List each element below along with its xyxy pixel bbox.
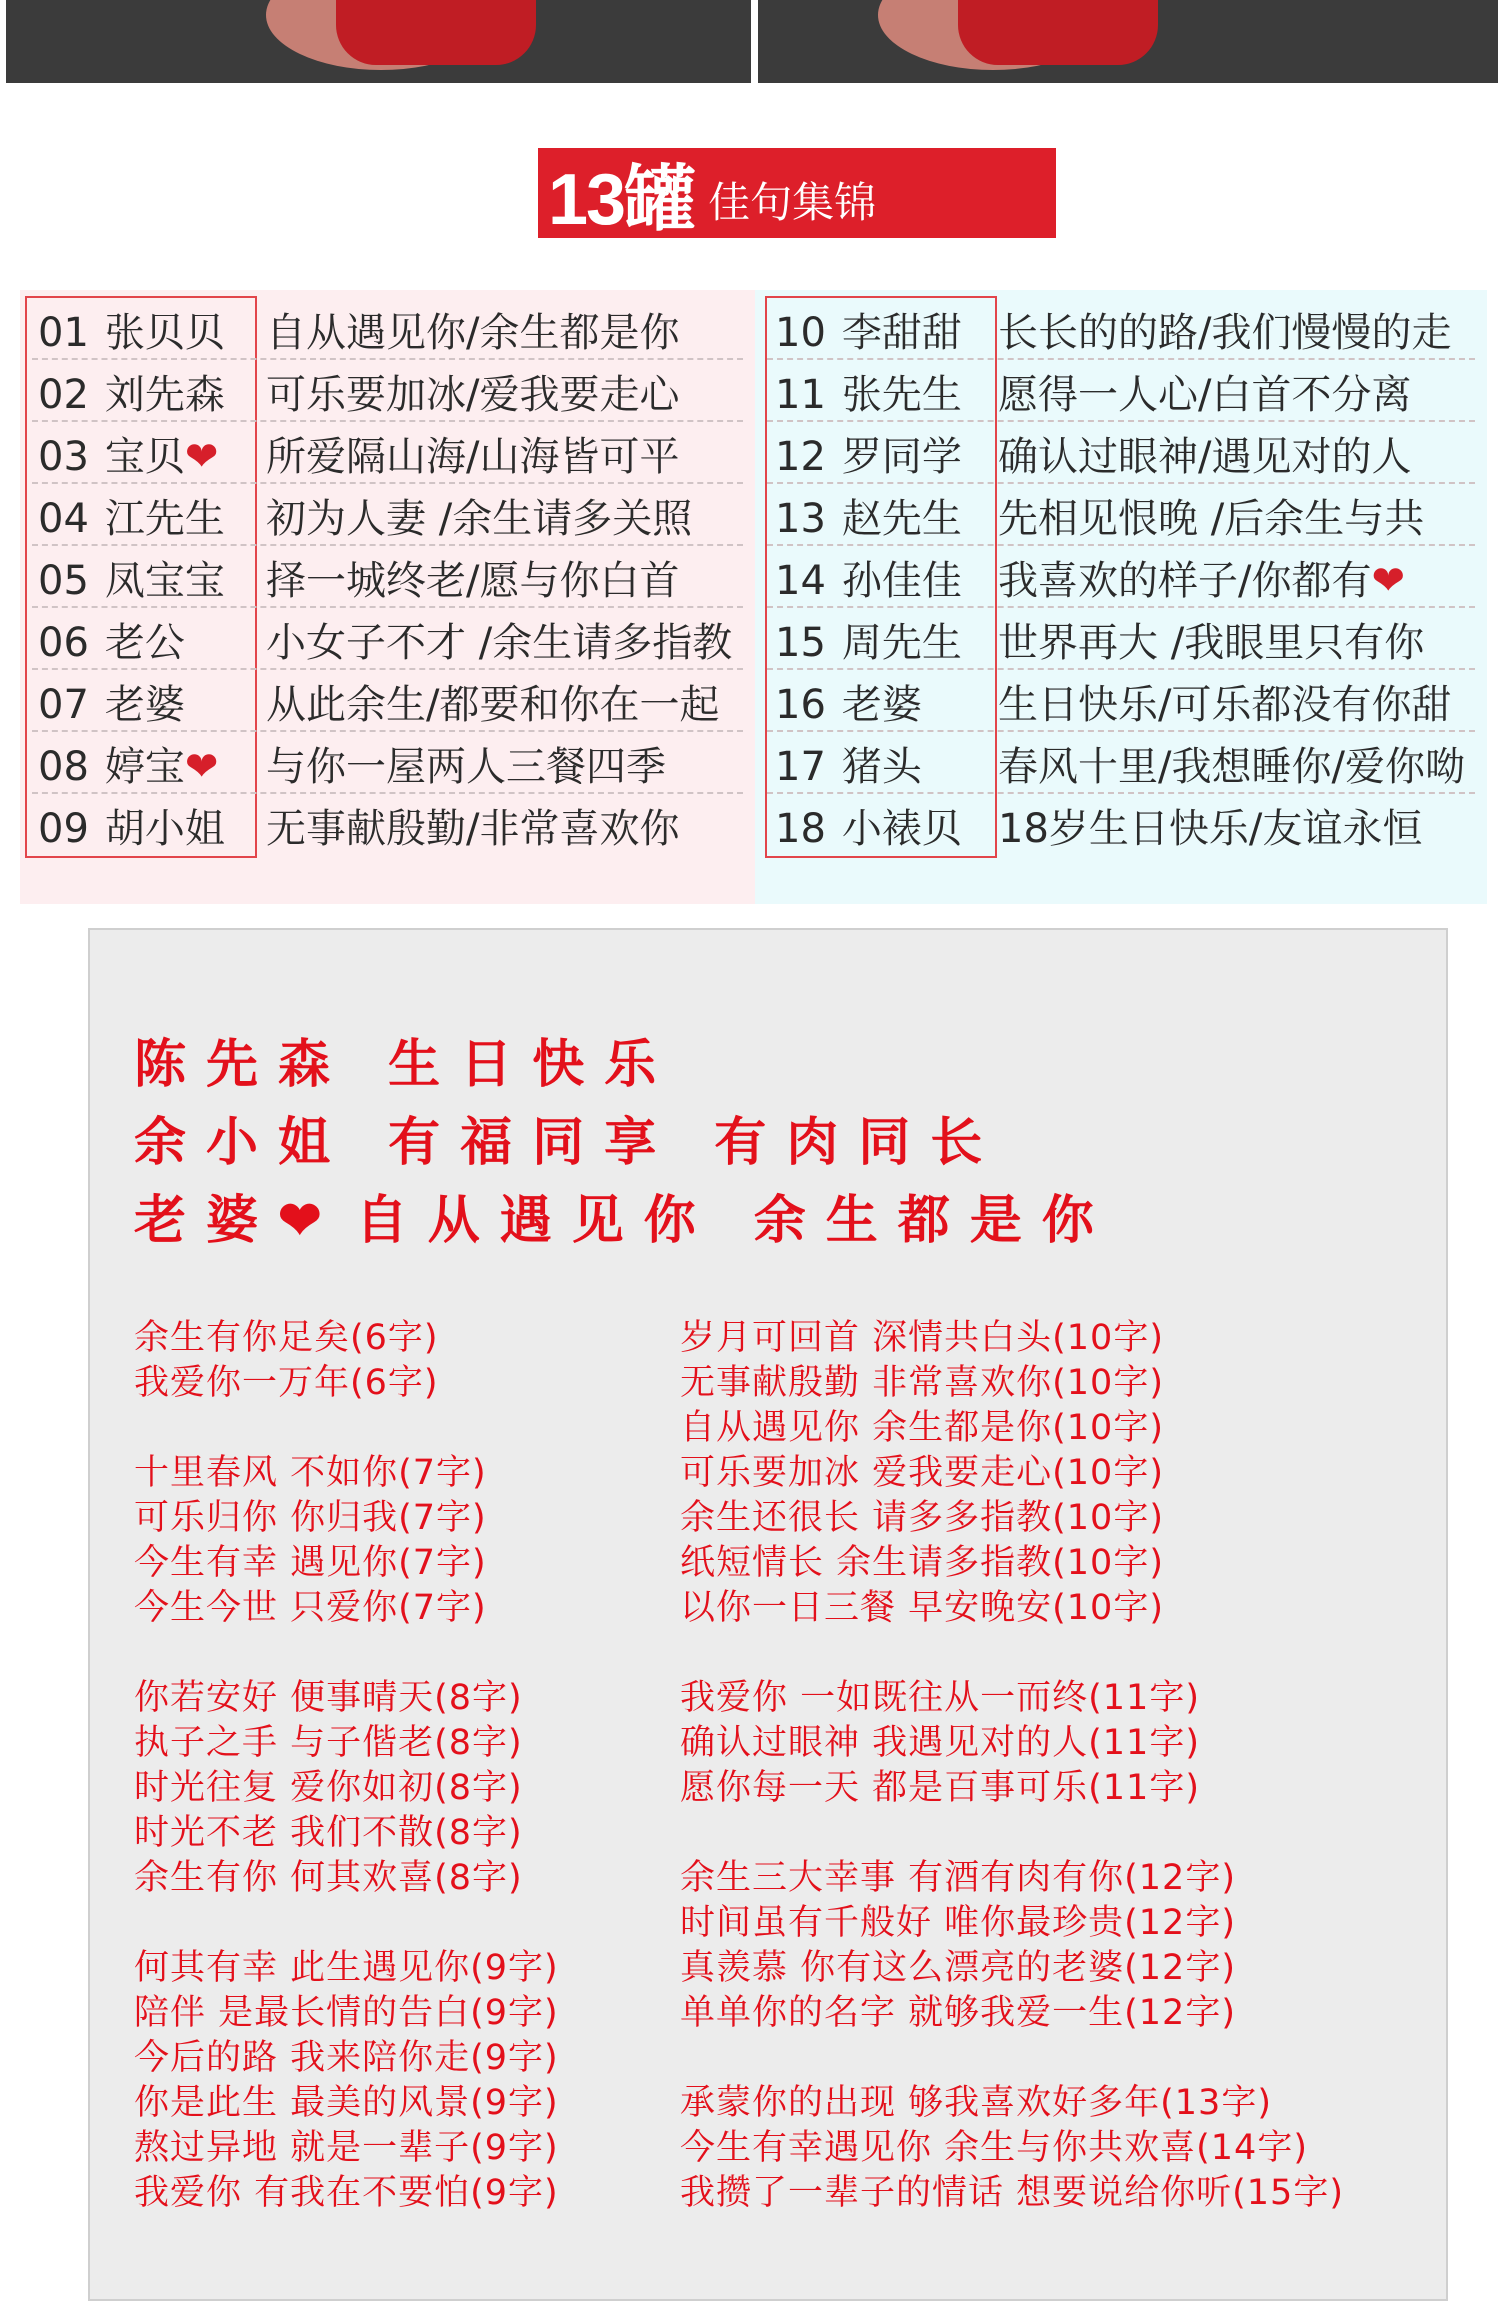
list-item-phrase-text: 可乐要加冰/爱我要走心 xyxy=(266,371,680,418)
phrase-line: 无事献殷勤 非常喜欢你(10字) xyxy=(680,1363,1164,1403)
list-item xyxy=(38,732,755,794)
list-item-phrase-text: 我喜欢的样子/你都有 xyxy=(998,557,1372,604)
product-photo-left xyxy=(6,0,751,83)
list-item xyxy=(38,794,755,856)
phrase-line: 我爱你一万年(6字) xyxy=(134,1363,439,1403)
list-item-phrase xyxy=(266,301,679,358)
list-item-name xyxy=(38,549,225,606)
list-item-name-text: 刘先森 xyxy=(104,371,225,418)
phrase-line: 单单你的名字 就够我爱一生(12字) xyxy=(680,1993,1236,2033)
list-item-number: 04 xyxy=(38,495,89,542)
list-item-phrase-text: 世界再大 /我眼里只有你 xyxy=(998,619,1425,666)
list-item-phrase-text: 长长的的路/我们慢慢的走 xyxy=(998,309,1452,356)
list-item-phrase xyxy=(998,673,1451,730)
phrase-line: 可乐要加冰 爱我要走心(10字) xyxy=(680,1453,1164,1493)
list-item-number: 07 xyxy=(38,681,89,728)
list-item-name xyxy=(38,363,225,420)
sample-line-2: 余小姐 有福同享 有肉同长 xyxy=(134,1112,1003,1173)
list-item-phrase-text: 18岁生日快乐/友谊永恒 xyxy=(998,805,1423,852)
sample-line-3 xyxy=(134,1178,1114,1253)
list-item-number: 10 xyxy=(775,309,826,356)
banner-count: 13罐 xyxy=(548,160,695,240)
list-item-phrase xyxy=(266,673,719,730)
list-item-phrase-text: 初为人妻 /余生请多关照 xyxy=(266,495,693,542)
list-item-phrase-text: 生日快乐/可乐都没有你甜 xyxy=(998,681,1452,728)
list-item-phrase xyxy=(998,487,1424,544)
phrase-line: 承蒙你的出现 够我喜欢好多年(13字) xyxy=(680,2083,1272,2123)
list-item xyxy=(38,484,755,546)
list-item-number: 16 xyxy=(775,681,826,728)
phrase-line: 你若安好 便事晴天(8字) xyxy=(134,1678,523,1718)
sample-line-3-before: 老婆 xyxy=(134,1190,279,1251)
phrase-line: 时间虽有千般好 唯你最珍贵(12字) xyxy=(680,1903,1236,1943)
list-item xyxy=(775,732,1487,794)
list-item-name-text: 江先生 xyxy=(104,495,225,542)
list-item-name-text: 婷宝 xyxy=(104,743,185,790)
list-item-name-text: 赵先生 xyxy=(841,495,962,542)
phrase-line: 自从遇见你 余生都是你(10字) xyxy=(680,1408,1164,1448)
list-item-phrase xyxy=(998,301,1451,358)
list-item-phrase-text: 春风十里/我想睡你/爱你呦 xyxy=(998,743,1465,790)
list-item-name-text: 猪头 xyxy=(841,743,922,790)
phrase-line: 执子之手 与子偕老(8字) xyxy=(134,1723,523,1763)
product-photo-right xyxy=(758,0,1498,83)
list-item-name-text: 李甜甜 xyxy=(841,309,962,356)
list-item-name xyxy=(775,363,962,420)
phrase-line: 可乐归你 你归我(7字) xyxy=(134,1498,487,1538)
list-item-number: 06 xyxy=(38,619,89,666)
list-item-name xyxy=(38,425,218,482)
list-item xyxy=(775,298,1487,360)
phrase-line: 我攒了一辈子的情话 想要说给你听(15字) xyxy=(680,2173,1344,2213)
banner-subtitle: 佳句集锦 xyxy=(708,178,877,227)
list-item-phrase-text: 无事献殷勤/非常喜欢你 xyxy=(266,805,680,852)
phrase-line: 以你一日三餐 早安晚安(10字) xyxy=(680,1588,1164,1628)
list-item-name-text: 孙佳佳 xyxy=(841,557,962,604)
list-item-name-text: 张先生 xyxy=(841,371,962,418)
list-item-name xyxy=(775,425,962,482)
heart-icon: ❤ xyxy=(1371,557,1405,604)
list-item-number: 08 xyxy=(38,743,89,790)
list-item xyxy=(775,670,1487,732)
list-item-phrase-text: 所爱隔山海/山海皆可平 xyxy=(266,433,680,480)
list-item-name-text: 张贝贝 xyxy=(104,309,225,356)
phrase-line: 余生三大幸事 有酒有肉有你(12字) xyxy=(680,1858,1236,1898)
list-item-name-text: 胡小姐 xyxy=(104,805,225,852)
list-item-name xyxy=(775,797,962,854)
list-item-phrase xyxy=(998,797,1422,854)
list-item xyxy=(38,546,755,608)
list-item-phrase xyxy=(998,735,1465,792)
list-item-number: 17 xyxy=(775,743,826,790)
list-item xyxy=(38,608,755,670)
phrase-line: 十里春风 不如你(7字) xyxy=(134,1453,487,1493)
phrase-line: 愿你每一天 都是百事可乐(11字) xyxy=(680,1768,1200,1808)
list-item-phrase xyxy=(266,363,679,420)
phrase-line: 陪伴 是最长情的告白(9字) xyxy=(134,1993,559,2033)
heart-icon: ❤ xyxy=(184,743,219,790)
list-item-phrase xyxy=(998,549,1405,606)
phrase-line: 熬过异地 就是一辈子(9字) xyxy=(134,2128,559,2168)
list-item xyxy=(775,484,1487,546)
phrase-line: 确认过眼神 我遇见对的人(11字) xyxy=(680,1723,1200,1763)
list-item-name xyxy=(38,487,225,544)
sample-line-3-after: 自从遇见你 余生都是你 xyxy=(355,1190,1114,1251)
phrase-line: 何其有幸 此生遇见你(9字) xyxy=(134,1948,559,1988)
list-item xyxy=(775,360,1487,422)
phrase-line: 今后的路 我来陪你走(9字) xyxy=(134,2038,559,2078)
heart-icon: ❤ xyxy=(184,433,219,480)
phrase-line: 今生有幸遇见你 余生与你共欢喜(14字) xyxy=(680,2128,1308,2168)
list-item xyxy=(38,670,755,732)
list-item xyxy=(775,794,1487,856)
phrase-line: 你是此生 最美的风景(9字) xyxy=(134,2083,559,2123)
list-item-name xyxy=(775,673,922,730)
phrase-line: 今生今世 只爱你(7字) xyxy=(134,1588,487,1628)
list-item-phrase xyxy=(266,549,679,606)
phrase-line: 时光往复 爱你如初(8字) xyxy=(134,1768,523,1808)
list-item-name xyxy=(38,673,185,730)
list-item-number: 11 xyxy=(775,371,826,418)
list-item-number: 13 xyxy=(775,495,826,542)
list-item xyxy=(775,546,1487,608)
list-item-phrase xyxy=(266,797,679,854)
list-item-phrase-text: 愿得一人心/白首不分离 xyxy=(998,371,1412,418)
list-item-number: 15 xyxy=(775,619,826,666)
list-item-name-text: 罗同学 xyxy=(841,433,962,480)
list-item xyxy=(775,422,1487,484)
list-item-number: 05 xyxy=(38,557,89,604)
phrase-line: 今生有幸 遇见你(7字) xyxy=(134,1543,487,1583)
list-item-number: 01 xyxy=(38,309,89,356)
list-item-name-text: 宝贝 xyxy=(104,433,185,480)
phrase-line: 我爱你 一如既往从一而终(11字) xyxy=(680,1678,1200,1718)
list-item-phrase-text: 自从遇见你/余生都是你 xyxy=(266,309,680,356)
list-item-phrase-text: 择一城终老/愿与你白首 xyxy=(266,557,680,604)
phrase-line: 岁月可回首 深情共白头(10字) xyxy=(680,1318,1164,1358)
list-item-phrase-text: 从此余生/都要和你在一起 xyxy=(266,681,720,728)
phrase-line: 时光不老 我们不散(8字) xyxy=(134,1813,523,1853)
list-item-name xyxy=(775,735,922,792)
list-item-phrase-text: 小女子不才 /余生请多指教 xyxy=(266,619,733,666)
list-item-name-text: 老婆 xyxy=(104,681,185,728)
list-item-phrase xyxy=(998,611,1424,668)
phrase-line: 余生有你足矣(6字) xyxy=(134,1318,439,1358)
list-item-name-text: 凤宝宝 xyxy=(104,557,225,604)
name-list-left xyxy=(20,290,755,904)
name-list-right xyxy=(755,290,1487,904)
list-item-name-text: 老婆 xyxy=(841,681,922,728)
list-item-number: 18 xyxy=(775,805,826,852)
heart-icon: ❤ xyxy=(278,1190,342,1251)
list-item xyxy=(38,360,755,422)
list-item-name xyxy=(775,487,962,544)
list-item-phrase xyxy=(266,425,679,482)
list-item-number: 02 xyxy=(38,371,89,418)
list-item-phrase-text: 确认过眼神/遇见对的人 xyxy=(998,433,1412,480)
list-item-number: 12 xyxy=(775,433,826,480)
list-item-name xyxy=(775,301,962,358)
list-item-name xyxy=(38,735,218,792)
list-item-name xyxy=(38,797,225,854)
phrase-line: 纸短情长 余生请多指教(10字) xyxy=(680,1543,1164,1583)
list-item-phrase xyxy=(266,487,692,544)
list-item-phrase xyxy=(998,363,1411,420)
list-item-number: 14 xyxy=(775,557,826,604)
list-item xyxy=(775,608,1487,670)
list-item-name xyxy=(775,549,962,606)
list-item-phrase-text: 先相见恨晚 /后余生与共 xyxy=(998,495,1425,542)
list-item xyxy=(38,298,755,360)
list-item-name-text: 老公 xyxy=(104,619,185,666)
list-item-name xyxy=(775,611,962,668)
list-item xyxy=(38,422,755,484)
phrase-line: 余生有你 何其欢喜(8字) xyxy=(134,1858,523,1898)
title-banner xyxy=(538,148,1056,238)
list-item-name-text: 周先生 xyxy=(841,619,962,666)
list-item-phrase-text: 与你一屋两人三餐四季 xyxy=(266,743,666,790)
sample-line-1: 陈先森 生日快乐 xyxy=(134,1034,677,1095)
phrase-line: 真羡慕 你有这么漂亮的老婆(12字) xyxy=(680,1948,1236,1988)
list-item-phrase xyxy=(998,425,1411,482)
list-item-number: 03 xyxy=(38,433,89,480)
phrase-line: 我爱你 有我在不要怕(9字) xyxy=(134,2173,559,2213)
list-item-name-text: 小裱贝 xyxy=(841,805,962,852)
engraving-card xyxy=(88,928,1448,2301)
list-item-phrase xyxy=(266,611,732,668)
list-item-name xyxy=(38,611,185,668)
list-item-phrase xyxy=(266,735,666,792)
list-item-number: 09 xyxy=(38,805,89,852)
phrase-line: 余生还很长 请多多指教(10字) xyxy=(680,1498,1164,1538)
list-item-name xyxy=(38,301,225,358)
